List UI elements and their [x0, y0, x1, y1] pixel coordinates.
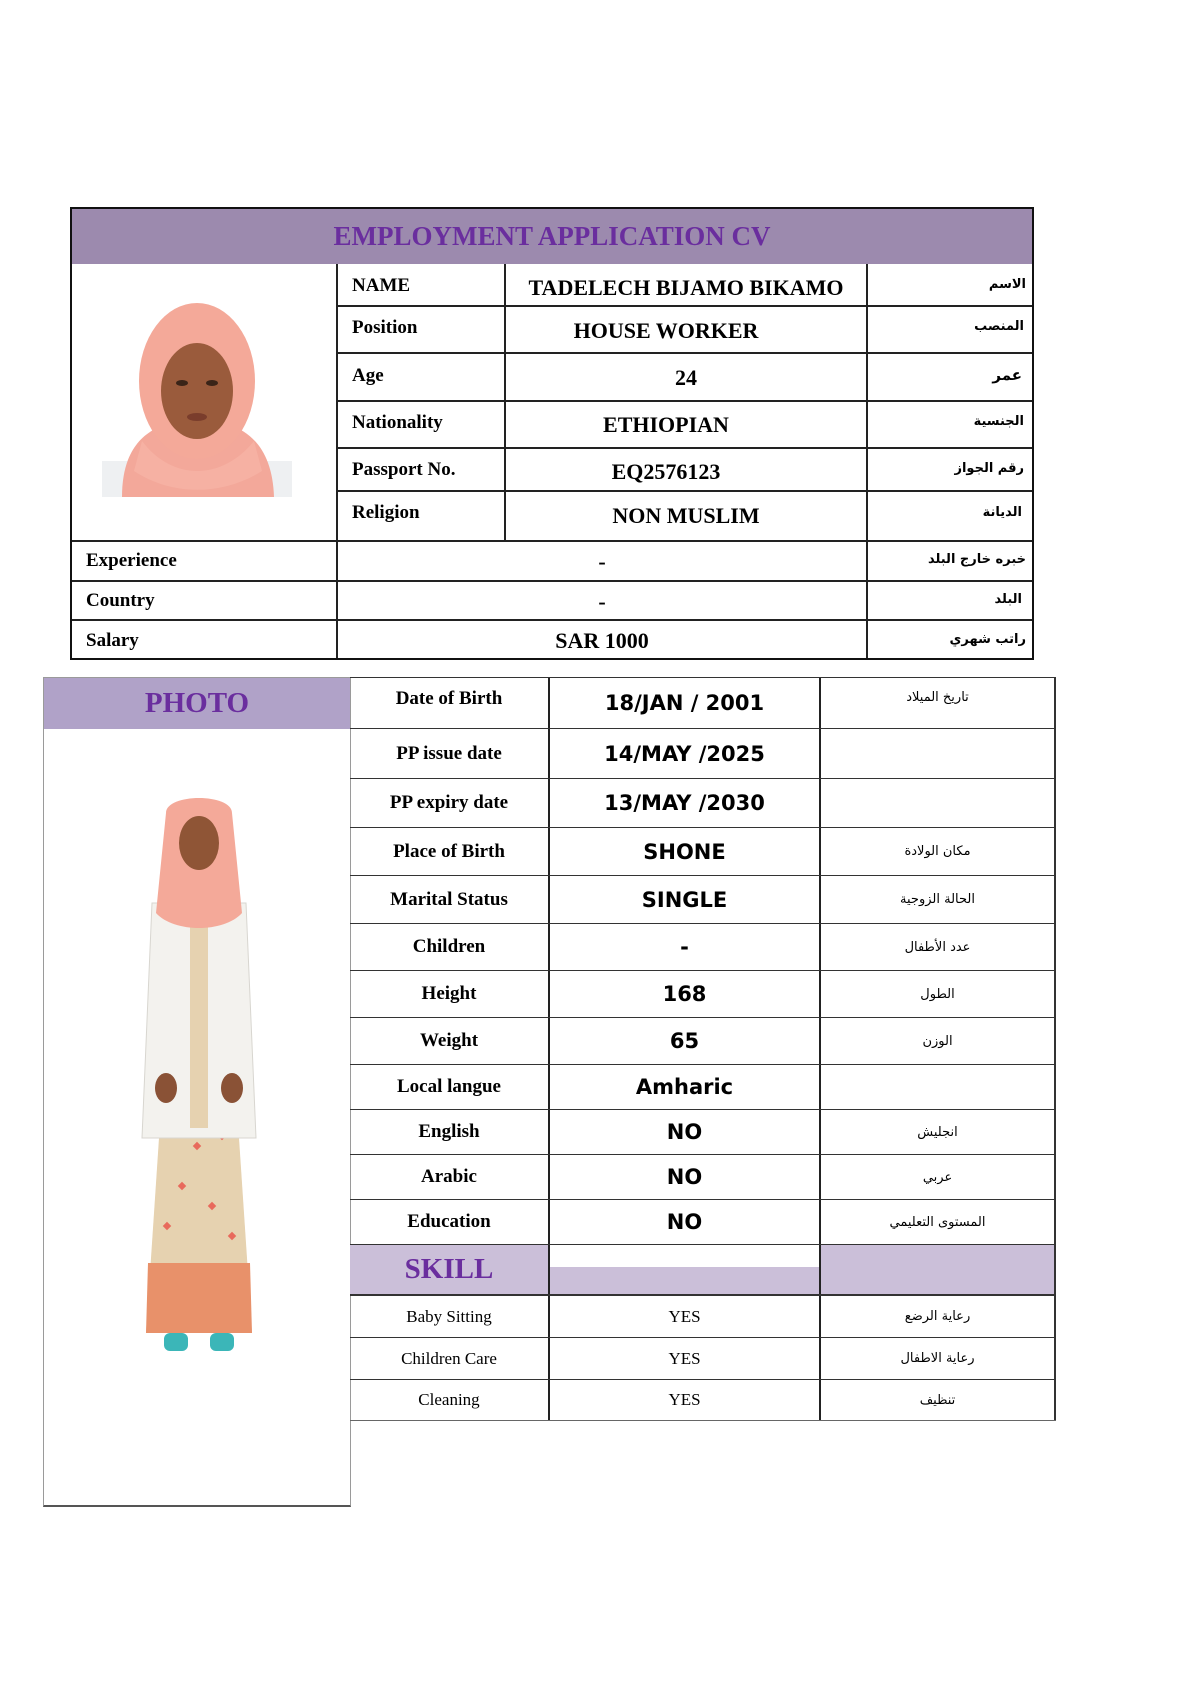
row-label: Arabic	[421, 1166, 477, 1187]
row-value: Amharic	[548, 1065, 819, 1109]
salary-value: SAR 1000	[555, 628, 649, 653]
skill-header-middle	[548, 1245, 819, 1294]
religion-value: NON MUSLIM	[612, 503, 760, 528]
skill-header-row	[350, 1245, 1056, 1296]
details-row-arabic	[350, 1155, 1056, 1200]
details-row-children	[350, 924, 1056, 971]
row-label: Children	[412, 936, 486, 957]
skill-section-title: SKILL	[350, 1245, 548, 1294]
skill-label: Children Care	[401, 1348, 497, 1368]
row-label: English	[418, 1121, 480, 1142]
applicant-name: TADELECH BIJAMO BIKAMO	[528, 275, 844, 300]
details-row-local-language	[350, 1065, 1056, 1110]
skill-value: YES	[548, 1380, 819, 1420]
age-value: 24	[675, 365, 697, 390]
row-label: Marital Status	[390, 888, 508, 910]
full-body-photo	[124, 793, 274, 1368]
skill-row-cleaning	[350, 1380, 1056, 1421]
row-label: PP expiry date	[389, 792, 509, 813]
skill-value: YES	[548, 1296, 819, 1337]
row-label: Nationality	[352, 412, 443, 433]
headshot-image-icon	[102, 291, 292, 497]
details-row-dob	[350, 678, 1056, 729]
row-arabic-label: خبره خارج البلد	[927, 552, 1026, 567]
row-arabic-label	[819, 1065, 1056, 1109]
row-arabic-label: مكان الولادة	[819, 828, 1056, 875]
skill-arabic-label: رعاية الاطفال	[819, 1338, 1056, 1379]
row-value: 13/MAY /2030	[548, 779, 819, 827]
row-arabic-label: الاسم	[988, 277, 1026, 292]
row-value: SHONE	[548, 828, 819, 875]
row-label: Date of Birth	[395, 688, 503, 709]
row-arabic-label: راتب شهري	[949, 632, 1026, 647]
experience-value: -	[598, 549, 606, 574]
row-label: Local langue	[397, 1076, 501, 1097]
row-arabic-label: انجليش	[819, 1110, 1056, 1154]
details-row-marital-status	[350, 876, 1056, 924]
country-value: -	[598, 589, 606, 614]
row-label: PP issue date	[396, 742, 502, 764]
row-label: Experience	[86, 550, 177, 571]
details-row-pp-expiry	[350, 779, 1056, 828]
row-label: Passport No.	[352, 459, 456, 480]
row-label: Education	[407, 1211, 491, 1232]
row-label: Country	[86, 590, 155, 611]
skill-label: Baby Sitting	[406, 1306, 492, 1326]
row-arabic-label: الطول	[819, 971, 1056, 1017]
row-arabic-label: عربي	[819, 1155, 1056, 1199]
skill-label: Cleaning	[418, 1390, 480, 1409]
skill-value: YES	[548, 1338, 819, 1379]
personal-info-table	[70, 207, 1034, 660]
row-value: NO	[548, 1200, 819, 1244]
row-arabic-label: الوزن	[819, 1018, 1056, 1064]
row-arabic-label: البلد	[994, 592, 1022, 607]
row-value: NO	[548, 1110, 819, 1154]
row-arabic-label: رقم الجواز	[954, 461, 1024, 476]
headshot-photo	[102, 291, 292, 497]
details-row-english	[350, 1110, 1056, 1155]
row-arabic-label: المستوى التعليمي	[819, 1200, 1056, 1244]
details-row-weight	[350, 1018, 1056, 1065]
row-arabic-label: المنصب	[974, 319, 1024, 334]
skill-arabic-label: تنظيف	[819, 1380, 1056, 1420]
row-label: Salary	[86, 630, 139, 651]
photo-section-title: PHOTO	[44, 678, 350, 729]
details-row-height	[350, 971, 1056, 1018]
photo-panel	[43, 677, 351, 1507]
row-label: Age	[352, 365, 384, 386]
skill-arabic-label: رعاية الرضع	[819, 1296, 1056, 1337]
row-arabic-label	[819, 729, 1056, 778]
details-table	[350, 677, 1056, 1419]
row-label: NAME	[352, 275, 411, 296]
row-arabic-label: عمر	[992, 366, 1022, 384]
row-arabic-label: عدد الأطفال	[819, 924, 1056, 970]
row-value: 65	[548, 1018, 819, 1064]
row-arabic-label: الديانة	[982, 505, 1022, 520]
row-label: Weight	[419, 1030, 479, 1051]
row-label: Religion	[352, 502, 420, 523]
skill-header-right	[819, 1245, 1056, 1294]
details-row-education	[350, 1200, 1056, 1245]
full-body-image-icon	[124, 793, 274, 1368]
row-value: 14/MAY /2025	[548, 729, 819, 778]
row-value: -	[548, 924, 819, 970]
row-label: Place of Birth	[393, 840, 505, 862]
row-arabic-label	[819, 779, 1056, 827]
row-arabic-label: الجنسية	[973, 414, 1024, 429]
details-row-place-of-birth	[350, 828, 1056, 876]
document-title: EMPLOYMENT APPLICATION CV	[72, 209, 1032, 264]
row-value: 168	[548, 971, 819, 1017]
row-arabic-label: تاريخ الميلاد	[819, 678, 1056, 728]
row-label: Position	[352, 317, 418, 338]
passport-number: EQ2576123	[611, 459, 721, 484]
row-value: 18/JAN / 2001	[548, 678, 819, 728]
details-row-pp-issue	[350, 729, 1056, 779]
skill-row-children-care	[350, 1338, 1056, 1380]
position-value: HOUSE WORKER	[573, 318, 759, 343]
row-value: SINGLE	[548, 876, 819, 923]
row-value: NO	[548, 1155, 819, 1199]
row-label: Height	[421, 983, 477, 1004]
skill-row-baby-sitting	[350, 1296, 1056, 1338]
nationality-value: ETHIOPIAN	[603, 412, 729, 437]
row-arabic-label: الحالة الزوجية	[819, 876, 1056, 923]
